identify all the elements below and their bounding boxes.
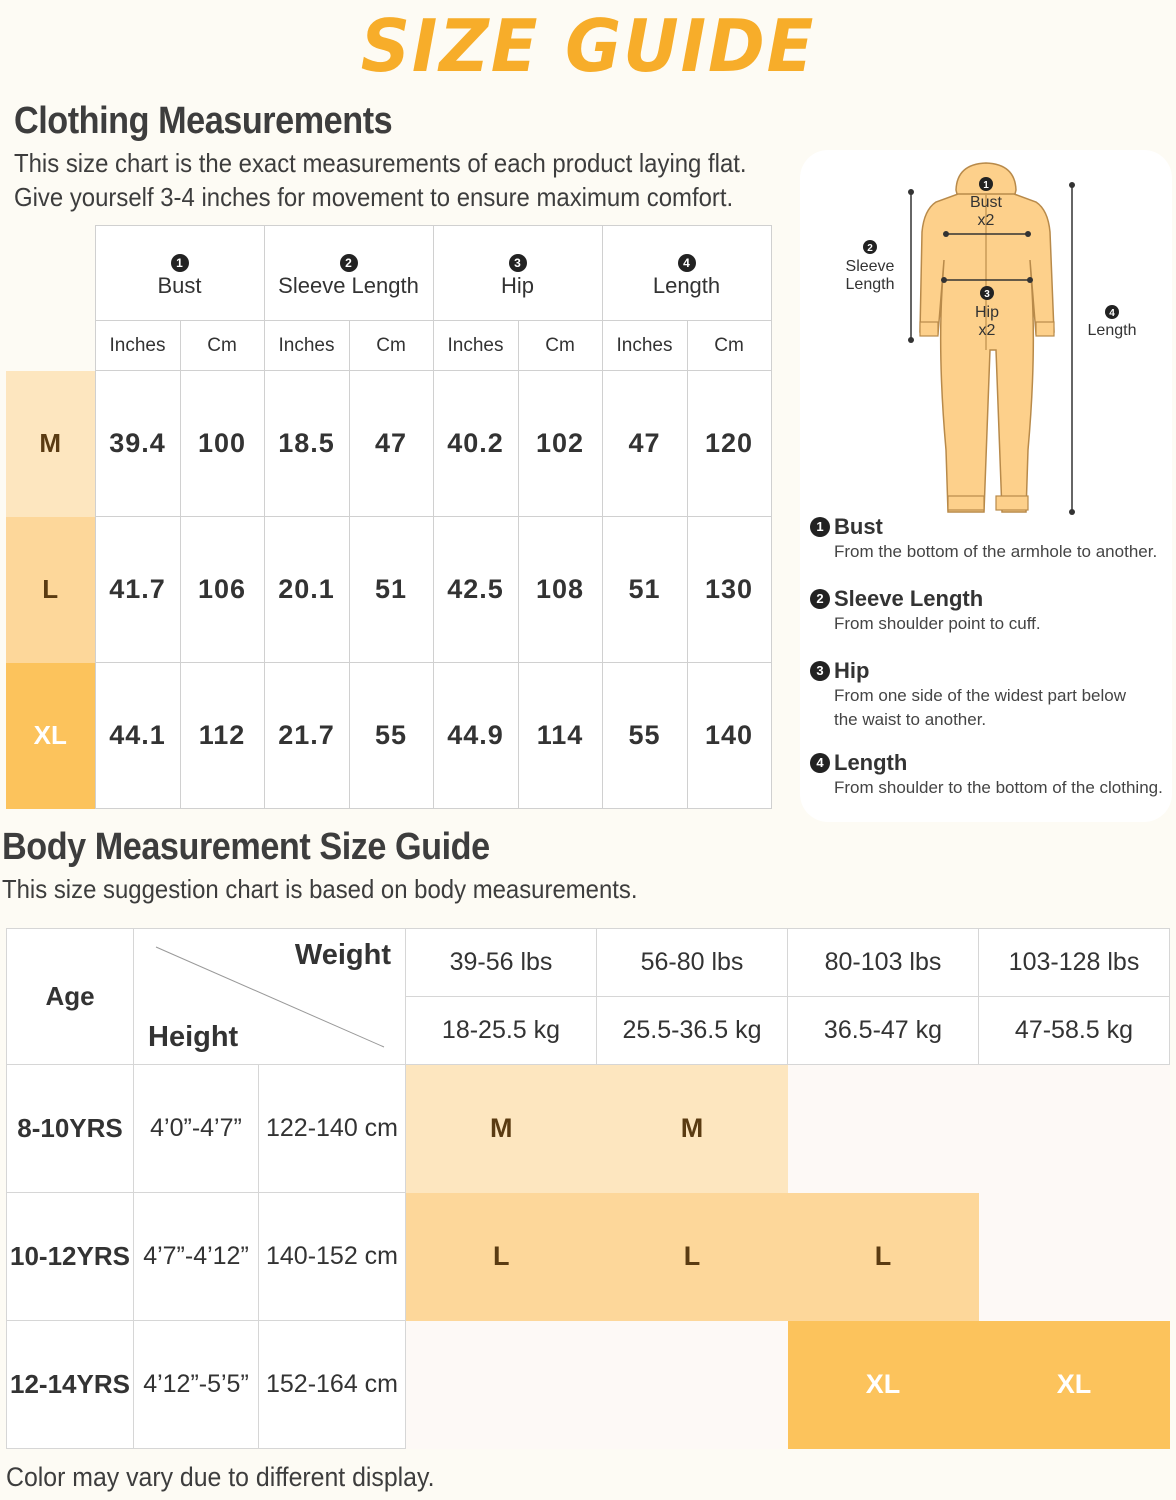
table-cell: 47 bbox=[349, 371, 433, 517]
size-fit-cell bbox=[979, 1065, 1170, 1193]
height-label: Height bbox=[148, 1021, 239, 1053]
group-label: Sleeve Length bbox=[278, 273, 419, 298]
legend-description: the waist to another. bbox=[834, 710, 987, 729]
table-cell: 51 bbox=[602, 517, 687, 663]
table-cell: 51 bbox=[349, 517, 433, 663]
table-corner bbox=[6, 226, 95, 321]
group-hip bbox=[433, 226, 602, 321]
size-label-xl: XL bbox=[6, 663, 95, 809]
table-cell: 130 bbox=[687, 517, 771, 663]
body-section-title: Body Measurement Size Guide bbox=[2, 826, 490, 868]
diagram-badge-text: 2 bbox=[867, 243, 873, 254]
table-cell: 18.5 bbox=[264, 371, 349, 517]
diagram-badge-text: 4 bbox=[1109, 308, 1115, 319]
size-fit-cell: XL bbox=[788, 1321, 979, 1449]
size-fit-cell: M bbox=[406, 1065, 597, 1193]
clothing-measurements-table bbox=[6, 225, 772, 809]
table-cell: 114 bbox=[518, 663, 602, 809]
table-row bbox=[7, 1065, 1170, 1193]
legend-description: From the bottom of the armhole to another. bbox=[834, 542, 1158, 561]
table-cell: 100 bbox=[180, 371, 264, 517]
table-cell: 40.2 bbox=[433, 371, 518, 517]
table-row-l bbox=[6, 517, 771, 663]
group-label: Bust bbox=[157, 273, 202, 298]
unit-header: Cm bbox=[180, 321, 264, 371]
weight-label: Weight bbox=[294, 939, 391, 971]
diagram-badge-text: 3 bbox=[984, 289, 990, 300]
table-cell: 47 bbox=[602, 371, 687, 517]
legend-title: Bust bbox=[834, 514, 883, 539]
table-cell: 108 bbox=[518, 517, 602, 663]
bust-measure-end bbox=[943, 231, 949, 237]
unit-header: Cm bbox=[349, 321, 433, 371]
table-cell: 44.1 bbox=[95, 663, 180, 809]
height-ft-cell: 4’0”-4’7” bbox=[134, 1065, 259, 1193]
size-fit-cell bbox=[979, 1193, 1170, 1321]
diagram-label-length: Length bbox=[1087, 322, 1137, 339]
legend-length bbox=[810, 750, 1176, 800]
jumpsuit-cuff bbox=[920, 322, 938, 336]
size-fit-cell bbox=[788, 1065, 979, 1193]
diagram-label-bust: Bust bbox=[969, 194, 1003, 211]
sleeve-measure-end bbox=[908, 189, 914, 195]
jumpsuit-diagram bbox=[800, 150, 1172, 522]
number-badge: 4 bbox=[678, 254, 696, 272]
table-cell: 55 bbox=[602, 663, 687, 809]
unit-header: Inches bbox=[433, 321, 518, 371]
group-sleeve-length bbox=[264, 226, 433, 321]
legend-badge: 2 bbox=[810, 589, 830, 609]
diagram-label-hip: Hip bbox=[974, 304, 1000, 321]
weight-lbs-row bbox=[7, 929, 1170, 997]
table-cell: 102 bbox=[518, 371, 602, 517]
number-badge: 1 bbox=[171, 254, 189, 272]
table-group-header-row bbox=[6, 226, 771, 321]
sleeve-measure-end bbox=[908, 337, 914, 343]
number-badge: 2 bbox=[340, 254, 358, 272]
legend-title: Hip bbox=[834, 658, 870, 683]
age-cell: 8-10YRS bbox=[7, 1065, 134, 1193]
table-cell: 55 bbox=[349, 663, 433, 809]
table-row bbox=[7, 1321, 1170, 1449]
legend-sleeve-length bbox=[810, 586, 1170, 636]
table-cell: 21.7 bbox=[264, 663, 349, 809]
table-cell: 140 bbox=[687, 663, 771, 809]
legend-bust bbox=[810, 514, 1170, 564]
unit-header: Cm bbox=[687, 321, 771, 371]
diagram-label-sleeve-2: Length bbox=[845, 276, 895, 293]
legend-title: Sleeve Length bbox=[834, 586, 984, 611]
table-row bbox=[7, 1193, 1170, 1321]
diagram-badge-text: 1 bbox=[983, 180, 989, 191]
size-label-l: L bbox=[6, 517, 95, 663]
table-cell: 20.1 bbox=[264, 517, 349, 663]
size-guide-title: SIZE GUIDE bbox=[360, 4, 816, 88]
height-ft-cell: 4’7”-4’12” bbox=[134, 1193, 259, 1321]
group-label: Length bbox=[652, 273, 721, 298]
age-cell: 10-12YRS bbox=[7, 1193, 134, 1321]
hip-measure-end bbox=[941, 277, 947, 283]
table-cell: 106 bbox=[180, 517, 264, 663]
weight-lbs-cell: 103-128 lbs bbox=[979, 929, 1170, 997]
table-row-xl bbox=[6, 663, 771, 809]
size-fit-cell: L bbox=[788, 1193, 979, 1321]
clothing-subtitle-2: Give yourself 3-4 inches for movement to ensure maximum comfort. bbox=[14, 182, 734, 212]
size-fit-cell: L bbox=[597, 1193, 788, 1321]
legend-description: From shoulder to the bottom of the clothing. bbox=[834, 778, 1163, 797]
color-disclaimer: Color may vary due to different display. bbox=[6, 1462, 435, 1492]
jumpsuit-ankle-cuff bbox=[948, 496, 984, 510]
size-fit-cell bbox=[406, 1321, 597, 1449]
diagram-label-sleeve-1: Sleeve bbox=[845, 258, 895, 275]
group-bust bbox=[95, 226, 264, 321]
legend-description: From one side of the widest part below bbox=[834, 686, 1126, 705]
table-unit-header-row bbox=[6, 321, 771, 371]
table-cell: 42.5 bbox=[433, 517, 518, 663]
height-cm-cell: 122-140 cm bbox=[259, 1065, 406, 1193]
group-label: Hip bbox=[500, 273, 534, 298]
size-fit-cell: XL bbox=[979, 1321, 1170, 1449]
diagram-label-hip-x2: x2 bbox=[978, 322, 996, 339]
table-cell: 44.9 bbox=[433, 663, 518, 809]
group-length bbox=[602, 226, 771, 321]
body-subtitle: This size suggestion chart is based on body measurements. bbox=[2, 874, 638, 904]
diagram-label-bust-x2: x2 bbox=[977, 212, 995, 229]
measurement-diagram-card bbox=[800, 150, 1172, 822]
weight-height-corner bbox=[134, 929, 406, 1065]
legend-hip bbox=[810, 658, 1170, 732]
legend-description: From shoulder point to cuff. bbox=[834, 614, 1041, 633]
legend-badge: 4 bbox=[810, 753, 830, 773]
table-cell: 112 bbox=[180, 663, 264, 809]
unit-header: Cm bbox=[518, 321, 602, 371]
weight-kg-cell: 18-25.5 kg bbox=[406, 997, 597, 1065]
table-cell: 41.7 bbox=[95, 517, 180, 663]
table-row-m bbox=[6, 371, 771, 517]
height-cm-cell: 140-152 cm bbox=[259, 1193, 406, 1321]
height-cm-cell: 152-164 cm bbox=[259, 1321, 406, 1449]
size-fit-cell bbox=[597, 1321, 788, 1449]
jumpsuit-ankle-cuff bbox=[996, 496, 1028, 510]
weight-lbs-cell: 80-103 lbs bbox=[788, 929, 979, 997]
hip-measure-end bbox=[1027, 277, 1033, 283]
weight-kg-cell: 36.5-47 kg bbox=[788, 997, 979, 1065]
jumpsuit-cuff bbox=[1036, 322, 1054, 336]
body-size-table bbox=[6, 928, 1170, 1449]
size-fit-cell: M bbox=[597, 1065, 788, 1193]
table-cell: 39.4 bbox=[95, 371, 180, 517]
legend-badge: 1 bbox=[810, 517, 830, 537]
size-label-m: M bbox=[6, 371, 95, 517]
table-cell: 120 bbox=[687, 371, 771, 517]
legend-badge: 3 bbox=[810, 661, 830, 681]
jumpsuit-body bbox=[920, 194, 1054, 512]
legend-title: Length bbox=[834, 750, 908, 775]
weight-lbs-cell: 39-56 lbs bbox=[406, 929, 597, 997]
weight-kg-cell: 47-58.5 kg bbox=[979, 997, 1170, 1065]
height-ft-cell: 4’12”-5’5” bbox=[134, 1321, 259, 1449]
age-cell: 12-14YRS bbox=[7, 1321, 134, 1449]
number-badge: 3 bbox=[509, 254, 527, 272]
clothing-section-title: Clothing Measurements bbox=[14, 100, 393, 142]
size-fit-cell: L bbox=[406, 1193, 597, 1321]
unit-header: Inches bbox=[602, 321, 687, 371]
table-corner bbox=[6, 321, 95, 371]
unit-header: Inches bbox=[264, 321, 349, 371]
age-header: Age bbox=[7, 929, 134, 1065]
bust-measure-end bbox=[1025, 231, 1031, 237]
unit-header: Inches bbox=[95, 321, 180, 371]
clothing-subtitle-1: This size chart is the exact measurements of each product laying flat. bbox=[14, 148, 747, 178]
weight-kg-cell: 25.5-36.5 kg bbox=[597, 997, 788, 1065]
weight-lbs-cell: 56-80 lbs bbox=[597, 929, 788, 997]
length-measure-end bbox=[1069, 182, 1075, 188]
